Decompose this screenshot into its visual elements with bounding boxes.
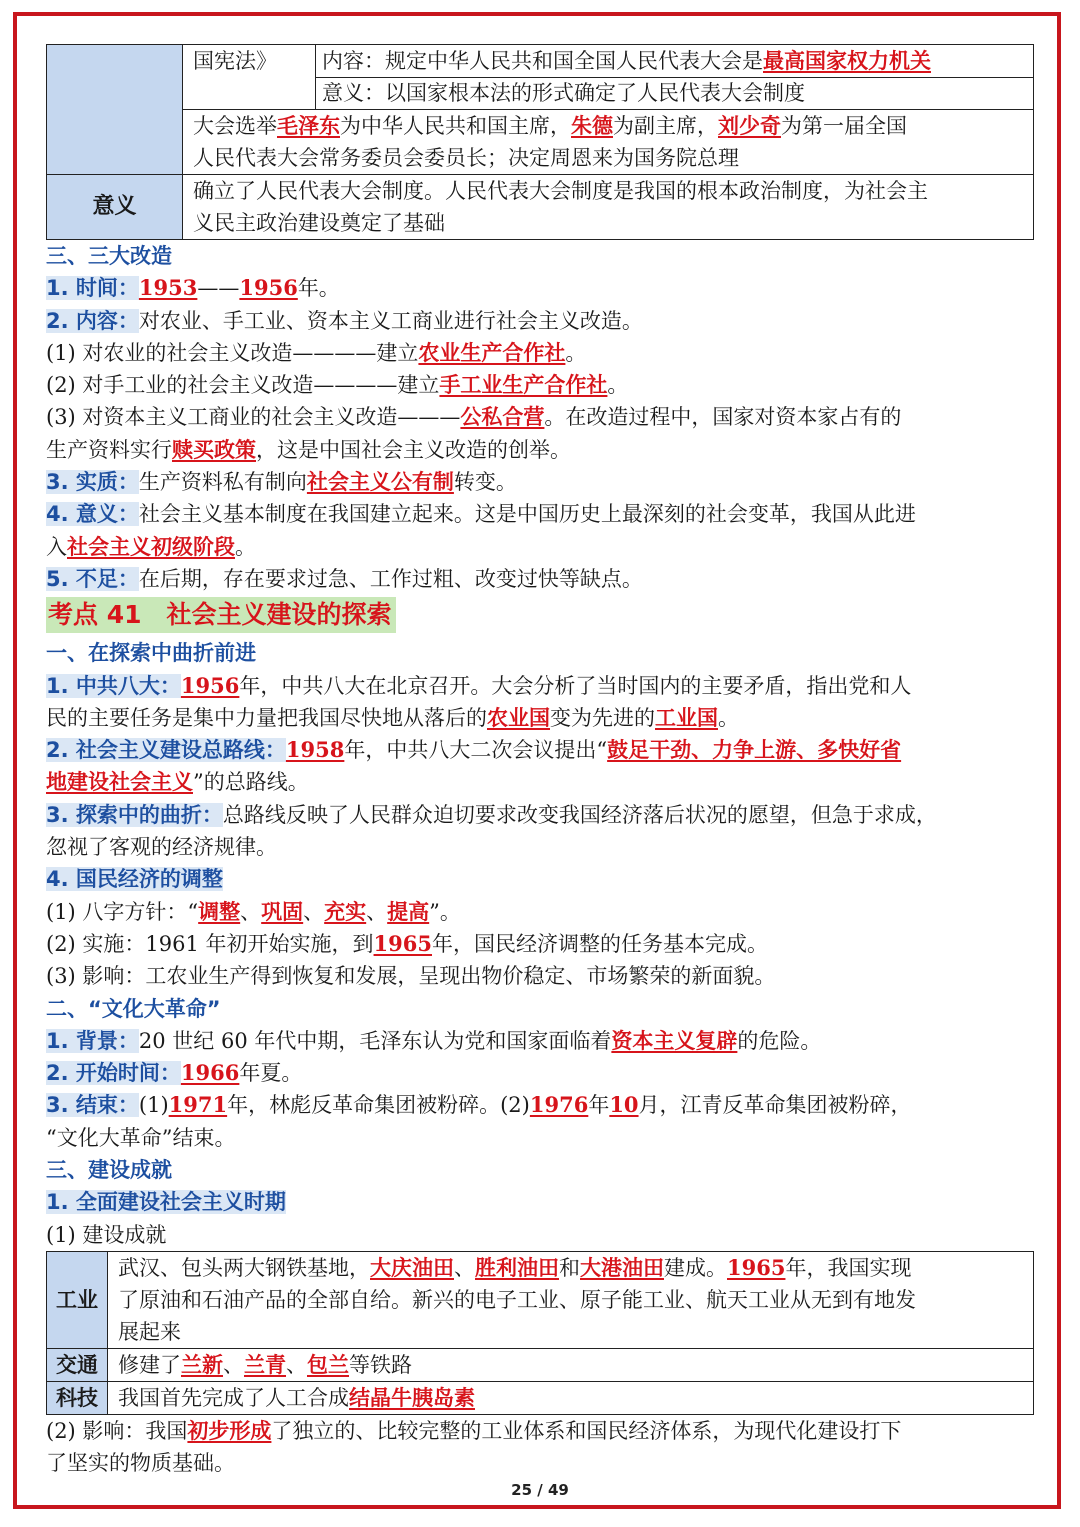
explore-p3-cont: 忽视了客观的经济规律。 xyxy=(46,835,277,860)
meaning-line-2: 义民主政治建设奠定了基础 xyxy=(193,211,445,235)
text: ”。 xyxy=(429,899,461,924)
answer-1953: 1953 xyxy=(138,275,198,301)
answer-1965: 1965 xyxy=(373,930,432,956)
answer-highest-organ: 最高国家权力机关 xyxy=(763,48,931,73)
explore-p1 xyxy=(46,670,1036,702)
text: 。在改造过程中，国家对资本家占有的 xyxy=(544,405,902,430)
npc-table xyxy=(46,44,1034,240)
answer-daqing: 大庆油田 xyxy=(370,1254,454,1280)
section-title-culture: 二、“文化大革命” xyxy=(46,996,221,1021)
reform-essence xyxy=(46,466,1036,498)
text: (3) 对资本主义工商业的社会主义改造——— xyxy=(46,405,461,430)
law-content xyxy=(316,45,1033,78)
answer-zhu: 朱德 xyxy=(571,113,613,138)
law-content-text: 内容：规定中华人民共和国全国人民代表大会是 xyxy=(322,49,763,73)
text: 。 xyxy=(607,373,629,398)
label-start: 2. 开始时间： xyxy=(46,1061,181,1086)
label-meaning: 4. 意义： xyxy=(46,502,139,527)
text: (2) 影响：我国 xyxy=(46,1418,188,1443)
text: 。 xyxy=(718,705,739,730)
answer-liu: 刘少奇 xyxy=(718,113,781,138)
label-end: 3. 结束： xyxy=(46,1093,139,1118)
answer-1966: 1966 xyxy=(180,1060,240,1086)
meaning-line-1: 确立了人民代表大会制度。人民代表大会制度是我国的根本政治制度，为社会主 xyxy=(193,179,928,203)
meaning-cell xyxy=(183,175,1034,240)
text: 年，国民经济调整的任务基本完成。 xyxy=(432,931,768,956)
kaodian-row xyxy=(46,597,1036,637)
section-title-reform: 三、三大改造 xyxy=(46,244,172,268)
answer-lanxin: 兰新 xyxy=(181,1351,223,1377)
election-line-2: 人民代表大会常务委员会委员长；决定周恩来为国务院总理 xyxy=(193,146,739,170)
text: 20 世纪 60 年代中期，毛泽东认为党和国家面临着 xyxy=(138,1028,612,1053)
answer-1976: 1976 xyxy=(529,1092,589,1118)
answer-lanqing: 兰青 xyxy=(244,1351,286,1377)
answer-improve: 提高 xyxy=(387,898,430,924)
text: (2) 实施：1961 年初开始实施，到 xyxy=(46,931,374,956)
reform-meaning xyxy=(46,498,1036,530)
text: ，这是中国社会主义改造的创举。 xyxy=(256,437,571,462)
label-setback: 3. 探索中的曲折： xyxy=(46,802,223,827)
answer-redemption: 赎买政策 xyxy=(172,436,256,462)
text: 修建了 xyxy=(118,1352,181,1377)
answer-agri-country: 农业国 xyxy=(487,704,550,730)
explore-p2-cont xyxy=(46,766,1036,798)
explore-p4-2 xyxy=(46,928,1036,960)
meaning-head: 意义 xyxy=(47,175,183,240)
label-content: 2. 内容： xyxy=(46,308,139,333)
reform-item-3-cont xyxy=(46,434,1036,466)
answer-shengli: 胜利油田 xyxy=(475,1254,559,1280)
text: 变为先进的 xyxy=(550,705,655,730)
text: 、 xyxy=(454,1255,475,1280)
achievement-table xyxy=(46,1251,1034,1415)
section-title-explore: 一、在探索中曲折前进 xyxy=(46,641,256,666)
explore-p4-1: (1) 八字方针：“调整、巩固、充实、提高”。 xyxy=(46,898,461,924)
answer-slogan: 鼓足干劲、力争上游、多快好省 xyxy=(607,737,902,763)
culture-start xyxy=(46,1057,1036,1089)
election-text: 为副主席， xyxy=(613,114,718,138)
answer-1956: 1956 xyxy=(239,275,298,301)
text: 。 xyxy=(565,340,587,365)
explore-p1-cont xyxy=(46,702,1036,734)
answer-ind-country: 工业国 xyxy=(655,704,718,730)
culture-end xyxy=(46,1089,1036,1121)
reform-time xyxy=(46,272,1036,304)
text: 生产资料私有制向 xyxy=(138,470,307,495)
election-line-1 xyxy=(193,110,1027,142)
answer-mao: 毛泽东 xyxy=(277,113,340,138)
text: 民的主要任务是集中力量把我国尽快地从落后的 xyxy=(46,705,487,730)
culture-end-cont: “文化大革命”结束。 xyxy=(46,1125,236,1150)
law-label-cell xyxy=(183,45,316,110)
text: 年，中共八大在北京召开。大会分析了当时国内的主要矛盾，指出党和人 xyxy=(239,673,912,698)
answer-insulin: 结晶牛胰岛素 xyxy=(349,1384,475,1410)
industry-line-3: 展起来 xyxy=(118,1319,181,1344)
reform-content xyxy=(46,305,1036,337)
law-label: 国宪法》 xyxy=(193,49,277,73)
answer-consolidate: 巩固 xyxy=(261,898,304,924)
text: (1) xyxy=(138,1093,169,1118)
answer-restoration: 资本主义复辟 xyxy=(611,1027,738,1053)
explore-p2 xyxy=(46,734,1036,766)
industry-line-1 xyxy=(118,1252,1027,1284)
answer-adjust: 调整 xyxy=(198,898,241,924)
section-title-achieve: 三、建设成就 xyxy=(46,1158,172,1183)
answer-enrich: 充实 xyxy=(324,898,367,924)
reform-item-1 xyxy=(46,337,1036,369)
culture-bg xyxy=(46,1025,1036,1057)
answer-10: 10 xyxy=(609,1092,639,1118)
label-essence: 3. 实质： xyxy=(46,470,139,495)
answer-baolan: 包兰 xyxy=(307,1351,349,1377)
label-time: 1. 时间： xyxy=(46,276,139,301)
text: 社会主义基本制度在我国建立起来。这是中国历史上最深刻的社会变革，我国从此进 xyxy=(138,502,916,527)
law-meaning-text: 意义：以国家根本法的形式确定了人民代表大会制度 xyxy=(322,81,805,105)
label-period: 1. 全面建设社会主义时期 xyxy=(46,1190,286,1215)
text: 年，林彪反革命集团被粉碎。(2) xyxy=(227,1093,530,1118)
label-adjustment: 4. 国民经济的调整 xyxy=(46,867,223,892)
election-text: 为第一届全国 xyxy=(781,114,907,138)
achieve-effect xyxy=(46,1415,1036,1447)
text: 转变。 xyxy=(453,470,517,495)
text: 月，江青反革命集团被粉碎， xyxy=(638,1093,912,1118)
text: 了独立的、比较完整的工业体系和国民经济体系，为现代化建设打下 xyxy=(271,1418,902,1443)
industry-cell xyxy=(108,1251,1034,1348)
reform-item-2 xyxy=(46,369,1036,401)
text: 总路线反映了人民群众迫切要求改变我国经济落后状况的愿望，但急于求成， xyxy=(222,802,937,827)
text: 年夏。 xyxy=(239,1061,303,1086)
reform-flaw xyxy=(46,563,1036,595)
text: 年，我国实现 xyxy=(785,1255,912,1280)
industry-head: 工业 xyxy=(47,1251,108,1348)
answer-initially-formed: 初步形成 xyxy=(187,1417,272,1443)
achieve-subtitle xyxy=(46,1186,1036,1218)
answer-1965b: 1965 xyxy=(727,1254,786,1280)
text: 的危险。 xyxy=(737,1028,822,1053)
text: 等铁路 xyxy=(349,1352,412,1377)
text: 年 xyxy=(588,1093,610,1118)
label-general-line: 2. 社会主义建设总路线： xyxy=(46,738,286,763)
page-number: 25 / 49 xyxy=(511,1481,569,1499)
text: 和 xyxy=(559,1255,580,1280)
text: 生产资料实行 xyxy=(46,437,172,462)
explore-p4 xyxy=(46,863,1036,895)
answer-joint-ownership: 公私合营 xyxy=(460,404,545,430)
reform-meaning-cont xyxy=(46,531,1036,563)
kaodian-title: 考点 41 社会主义建设的探索 xyxy=(46,597,396,633)
election-text: 大会选举 xyxy=(193,114,277,138)
answer-dagang: 大港油田 xyxy=(580,1254,664,1280)
text: (2) 对手工业的社会主义改造————建立 xyxy=(46,373,440,398)
traffic-head: 交通 xyxy=(47,1348,108,1381)
tech-cell xyxy=(108,1381,1034,1414)
answer-public-ownership: 社会主义公有制 xyxy=(306,469,454,495)
answer-slogan-cont: 地建设社会主义 xyxy=(46,769,193,795)
text: 。 xyxy=(235,534,256,559)
answer-1971: 1971 xyxy=(168,1092,228,1118)
law-detail-cell xyxy=(316,45,1034,110)
traffic-cell: 修建了兰新、兰青、包兰等铁路 xyxy=(108,1348,1034,1381)
achieve-effect-cont: 了坚实的物质基础。 xyxy=(46,1451,235,1476)
text: ”的总路线。 xyxy=(193,770,309,795)
text: 建成。 xyxy=(664,1255,727,1280)
text: 我国首先完成了人工合成 xyxy=(118,1385,349,1410)
explore-p3 xyxy=(46,799,1036,831)
text: 年。 xyxy=(297,276,340,301)
election-cell xyxy=(183,110,1034,175)
label-8th-congress: 1. 中共八大： xyxy=(46,673,181,698)
answer-agri-coop: 农业生产合作社 xyxy=(418,339,566,365)
dash: —— xyxy=(197,276,240,301)
text: 年，中共八大二次会议提出“ xyxy=(344,738,608,763)
text: 武汉、包头两大钢铁基地， xyxy=(118,1255,370,1280)
text: (1) 八字方针：“ xyxy=(46,899,199,924)
answer-handicraft-coop: 手工业生产合作社 xyxy=(439,372,608,398)
industry-line-2: 了原油和石油产品的全部自给。新兴的电子工业、原子能工业、航天工业从无到有地发 xyxy=(118,1287,916,1312)
explore-p4-3: (3) 影响：工农业生产得到恢复和发展，呈现出物价稳定、市场繁荣的新面貌。 xyxy=(46,964,776,989)
tech-head: 科技 xyxy=(47,1381,108,1414)
document-body xyxy=(46,44,1036,1480)
election-text: 为中华人民共和国主席， xyxy=(340,114,571,138)
answer-1958: 1958 xyxy=(285,737,345,763)
achieve-sub1: (1) 建设成就 xyxy=(46,1222,167,1247)
answer-1956b: 1956 xyxy=(180,672,240,698)
text: (1) 对农业的社会主义改造————建立 xyxy=(46,340,419,365)
text: 入 xyxy=(46,534,67,559)
reform-item-3 xyxy=(46,401,1036,433)
label-flaw: 5. 不足： xyxy=(46,566,139,591)
text: 对农业、手工业、资本主义工商业进行社会主义改造。 xyxy=(138,308,643,333)
label-background: 1. 背景： xyxy=(46,1028,139,1053)
text: 在后期，存在要求过急、工作过粗、改变过快等缺点。 xyxy=(138,566,643,591)
law-meaning xyxy=(316,78,1033,109)
table-head-empty xyxy=(47,45,183,175)
answer-primary-stage: 社会主义初级阶段 xyxy=(67,533,235,559)
